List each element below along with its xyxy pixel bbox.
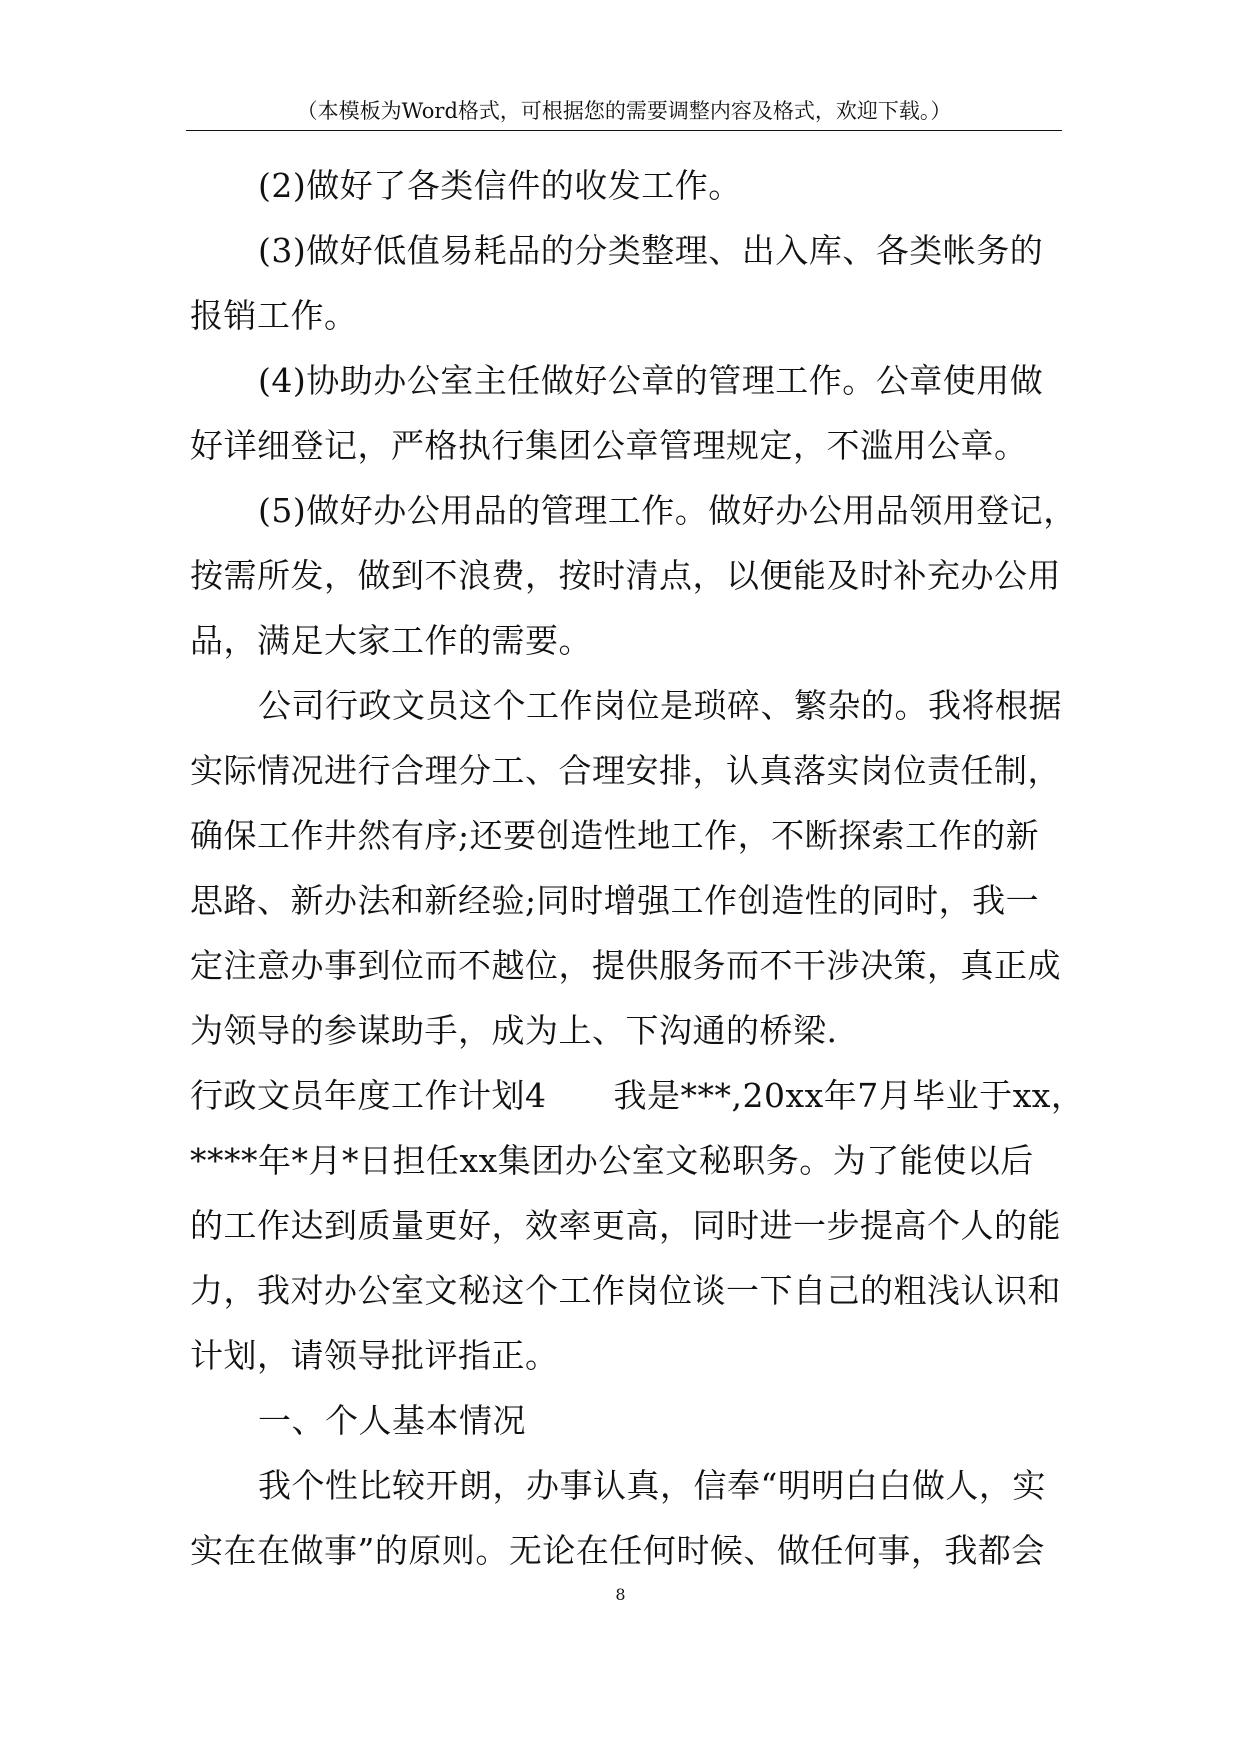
body-line: 按需所发，做到不浪费，按时清点，以便能及时补充办公用 xyxy=(190,556,1061,595)
subsection-heading: 一、个人基本情况 xyxy=(258,1401,526,1440)
body-line: 力，我对办公室文秘这个工作岗位谈一下自己的粗浅认识和 xyxy=(190,1271,1061,1310)
body-line: 计划，请领导批评指正。 xyxy=(190,1336,559,1375)
document-body xyxy=(190,153,1085,1583)
body-line: 报销工作。 xyxy=(190,296,358,335)
body-line: 确保工作井然有序;还要创造性地工作，不断探索工作的新 xyxy=(190,816,1040,855)
body-line: 我个性比较开朗，办事认真，信奉“明明白白做人，实 xyxy=(258,1466,1046,1505)
section-heading-line: 行政文员年度工作计划4 我是***,20xx年7月毕业于xx， xyxy=(190,1076,1085,1115)
template-note-header: （本模板为Word格式，可根据您的需要调整内容及格式，欢迎下载。） xyxy=(296,99,952,123)
body-line: 好详细登记，严格执行集团公章管理规定，不滥用公章。 xyxy=(190,426,1028,465)
header-divider xyxy=(186,130,1062,131)
body-line: (4)协助办公室主任做好公章的管理工作。公章使用做 xyxy=(258,361,1044,400)
body-line: 实际情况进行合理分工、合理安排，认真落实岗位责任制， xyxy=(190,751,1061,790)
body-line: (2)做好了各类信件的收发工作。 xyxy=(258,166,742,205)
body-line: 品，满足大家工作的需要。 xyxy=(190,621,592,660)
body-line: 公司行政文员这个工作岗位是琐碎、繁杂的。我将根据 xyxy=(258,686,1062,725)
body-line: (3)做好低值易耗品的分类整理、出入库、各类帐务的 xyxy=(258,231,1044,270)
body-line: 思路、新办法和新经验;同时增强工作创造性的同时，我一 xyxy=(190,881,1040,920)
body-line: 的工作达到质量更好，效率更高，同时进一步提高个人的能 xyxy=(190,1206,1061,1245)
body-line: 实在在做事”的原则。无论在任何时候、做任何事，我都会 xyxy=(190,1531,1045,1570)
body-line: 定注意办事到位而不越位，提供服务而不干涉决策，真正成 xyxy=(190,946,1061,985)
body-line: (5)做好办公用品的管理工作。做好办公用品领用登记， xyxy=(258,491,1077,530)
body-line: 为领导的参谋助手，成为上、下沟通的桥梁. xyxy=(190,1011,838,1050)
body-line: ****年*月*日担任xx集团办公室文秘职务。为了能使以后 xyxy=(190,1141,1034,1180)
page-number: 8 xyxy=(615,1585,626,1604)
